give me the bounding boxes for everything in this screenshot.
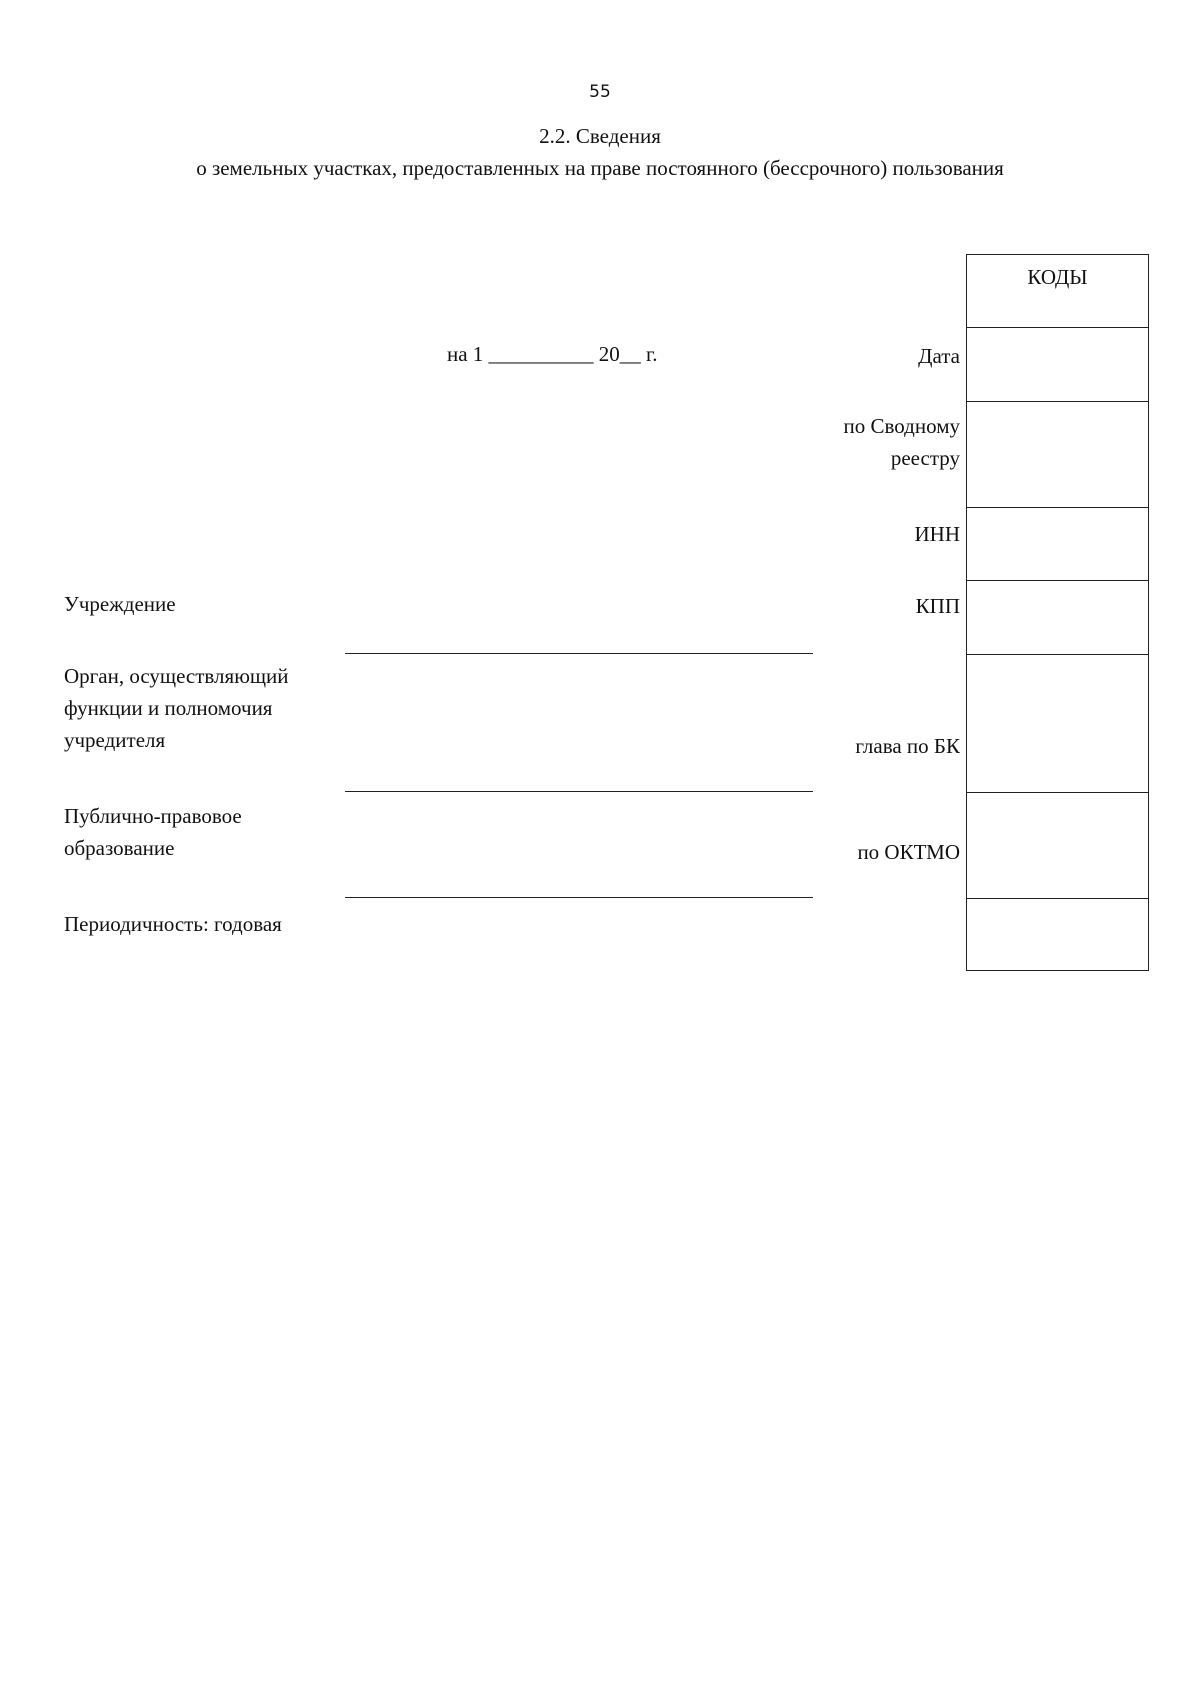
public-entity-label: Публично-правовое образование (64, 804, 242, 860)
kpp-code-cell[interactable] (967, 581, 1148, 655)
public-entity-fill-line[interactable] (345, 897, 813, 898)
oktmo-code-label: по ОКТМО (857, 840, 960, 864)
oktmo-code-cell[interactable] (967, 793, 1148, 899)
institution-fill-line[interactable] (345, 653, 813, 654)
founder-body-fill-line[interactable] (345, 791, 813, 792)
codes-table (966, 254, 1149, 971)
founder-body-label: Орган, осуществляющий функции и полномочия учредителя (64, 664, 289, 752)
codes-header-cell (967, 255, 1148, 328)
kpp-code-label: КПП (915, 594, 960, 618)
inn-code-label: ИНН (914, 522, 960, 546)
date-code-label: Дата (918, 344, 960, 368)
document-title: 2.2. Сведения (539, 124, 661, 148)
report-date-line: на 1 __________ 20__ г. (447, 342, 658, 366)
registry-code-label: по Сводному реестру (843, 414, 960, 470)
budget-chapter-code-cell[interactable] (967, 655, 1148, 793)
periodicity-code-cell[interactable] (967, 899, 1148, 971)
registry-code-cell[interactable] (967, 402, 1148, 508)
budget-chapter-code-label: глава по БК (855, 734, 960, 758)
codes-header: КОДЫ (1027, 265, 1088, 289)
institution-label: Учреждение (64, 592, 176, 616)
date-code-cell[interactable] (967, 328, 1148, 402)
periodicity-label: Периодичность: годовая (64, 912, 282, 936)
page-number: 55 (589, 82, 611, 102)
document-subtitle: о земельных участках, предоставленных на праве постоянного (бессрочного) пользования (196, 156, 1004, 180)
inn-code-cell[interactable] (967, 508, 1148, 581)
